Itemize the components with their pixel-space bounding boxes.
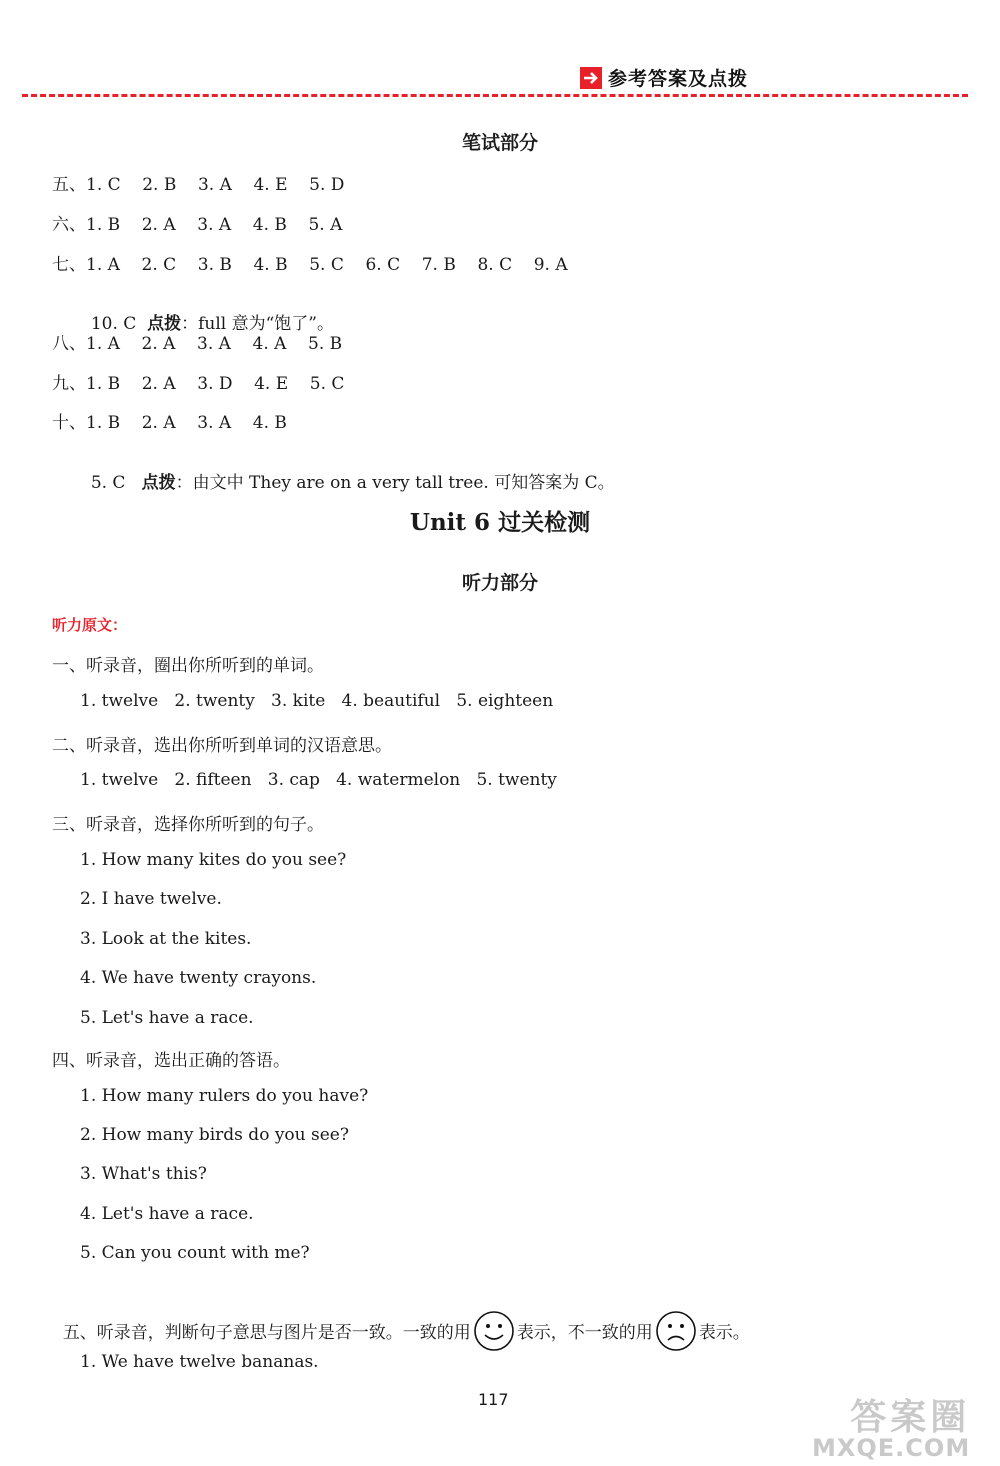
answer-line-8: 八、1. A 2. A 3. A 4. A 5. B <box>52 334 343 354</box>
question-heading-4: 四、听录音，选出正确的答语。 <box>52 1051 290 1071</box>
answer-line-6: 六、1. B 2. A 3. A 4. B 5. A <box>52 215 343 235</box>
list-item: 5. Can you count with me? <box>80 1243 310 1263</box>
answer-line-9: 九、1. B 2. A 3. D 4. E 5. C <box>52 374 345 394</box>
list-item: 3. What's this? <box>80 1164 207 1184</box>
section-title-written: 笔试部分 <box>461 132 538 154</box>
header-title: 参考答案及点拨 <box>608 68 749 90</box>
answer-line-7-10 <box>80 289 334 334</box>
tip-text: ：由文中 They are on a very tall tree. 可知答案为 C。 <box>175 473 615 493</box>
question-answers-1: 1. twelve 2. twenty 3. kite 4. beautiful 5. eighteen <box>80 691 554 711</box>
list-item: 1. We have twelve bananas. <box>80 1352 319 1372</box>
list-item: 1. How many kites do you see? <box>80 850 347 870</box>
list-item: 5. Let's have a race. <box>80 1008 254 1028</box>
answer-line-10-5 <box>80 448 615 493</box>
answer-number: 5. C <box>90 473 142 493</box>
answer-number: 10. C <box>90 314 148 334</box>
list-item: 4. Let's have a race. <box>80 1204 254 1224</box>
arrow-right-icon <box>580 67 602 89</box>
tip-label: 点拨 <box>147 314 182 334</box>
sad-face-icon <box>655 1310 697 1357</box>
answer-line-10: 十、1. B 2. A 3. A 4. B <box>52 413 287 433</box>
list-item: 2. How many birds do you see? <box>80 1125 349 1145</box>
section-title-listening: 听力部分 <box>461 572 538 594</box>
tip-label: 点拨 <box>141 473 176 493</box>
smiley-face-icon <box>473 1310 515 1357</box>
page-header <box>580 64 748 91</box>
heading-part: 表示。 <box>698 1323 750 1343</box>
list-item: 2. I have twelve. <box>80 889 222 909</box>
question-heading-3: 三、听录音，选择你所听到的句子。 <box>52 815 324 835</box>
list-item: 4. We have twenty crayons. <box>80 968 317 988</box>
watermark-big: 答案圈 <box>850 1397 971 1438</box>
heading-part: 表示，不一致的用 <box>516 1323 653 1343</box>
listening-source-label: 听力原文： <box>52 616 128 634</box>
header-divider <box>22 94 968 97</box>
watermark-small: MXQE.COM <box>812 1434 971 1462</box>
answer-line-5: 五、1. C 2. B 3. A 4. E 5. D <box>52 175 345 195</box>
question-heading-5 <box>52 1290 750 1357</box>
answer-line-7: 七、1. A 2. C 3. B 4. B 5. C 6. C 7. B 8. C 9. A <box>52 255 568 275</box>
list-item: 3. Look at the kites. <box>80 929 252 949</box>
unit-title: Unit 6 过关检测 <box>409 509 591 536</box>
tip-text: ：full 意为“饱了”。 <box>181 314 334 334</box>
watermark <box>812 1397 971 1462</box>
list-item: 1. How many rulers do you have? <box>80 1086 369 1106</box>
question-heading-1: 一、听录音，圈出你所听到的单词。 <box>52 656 324 676</box>
page-number: 117 <box>478 1390 509 1409</box>
heading-part: 五、听录音，判断句子意思与图片是否一致。一致的用 <box>62 1323 471 1343</box>
question-answers-2: 1. twelve 2. fifteen 3. cap 4. watermelon 5. twenty <box>80 770 557 790</box>
question-heading-2: 二、听录音，选出你所听到单词的汉语意思。 <box>52 736 392 756</box>
